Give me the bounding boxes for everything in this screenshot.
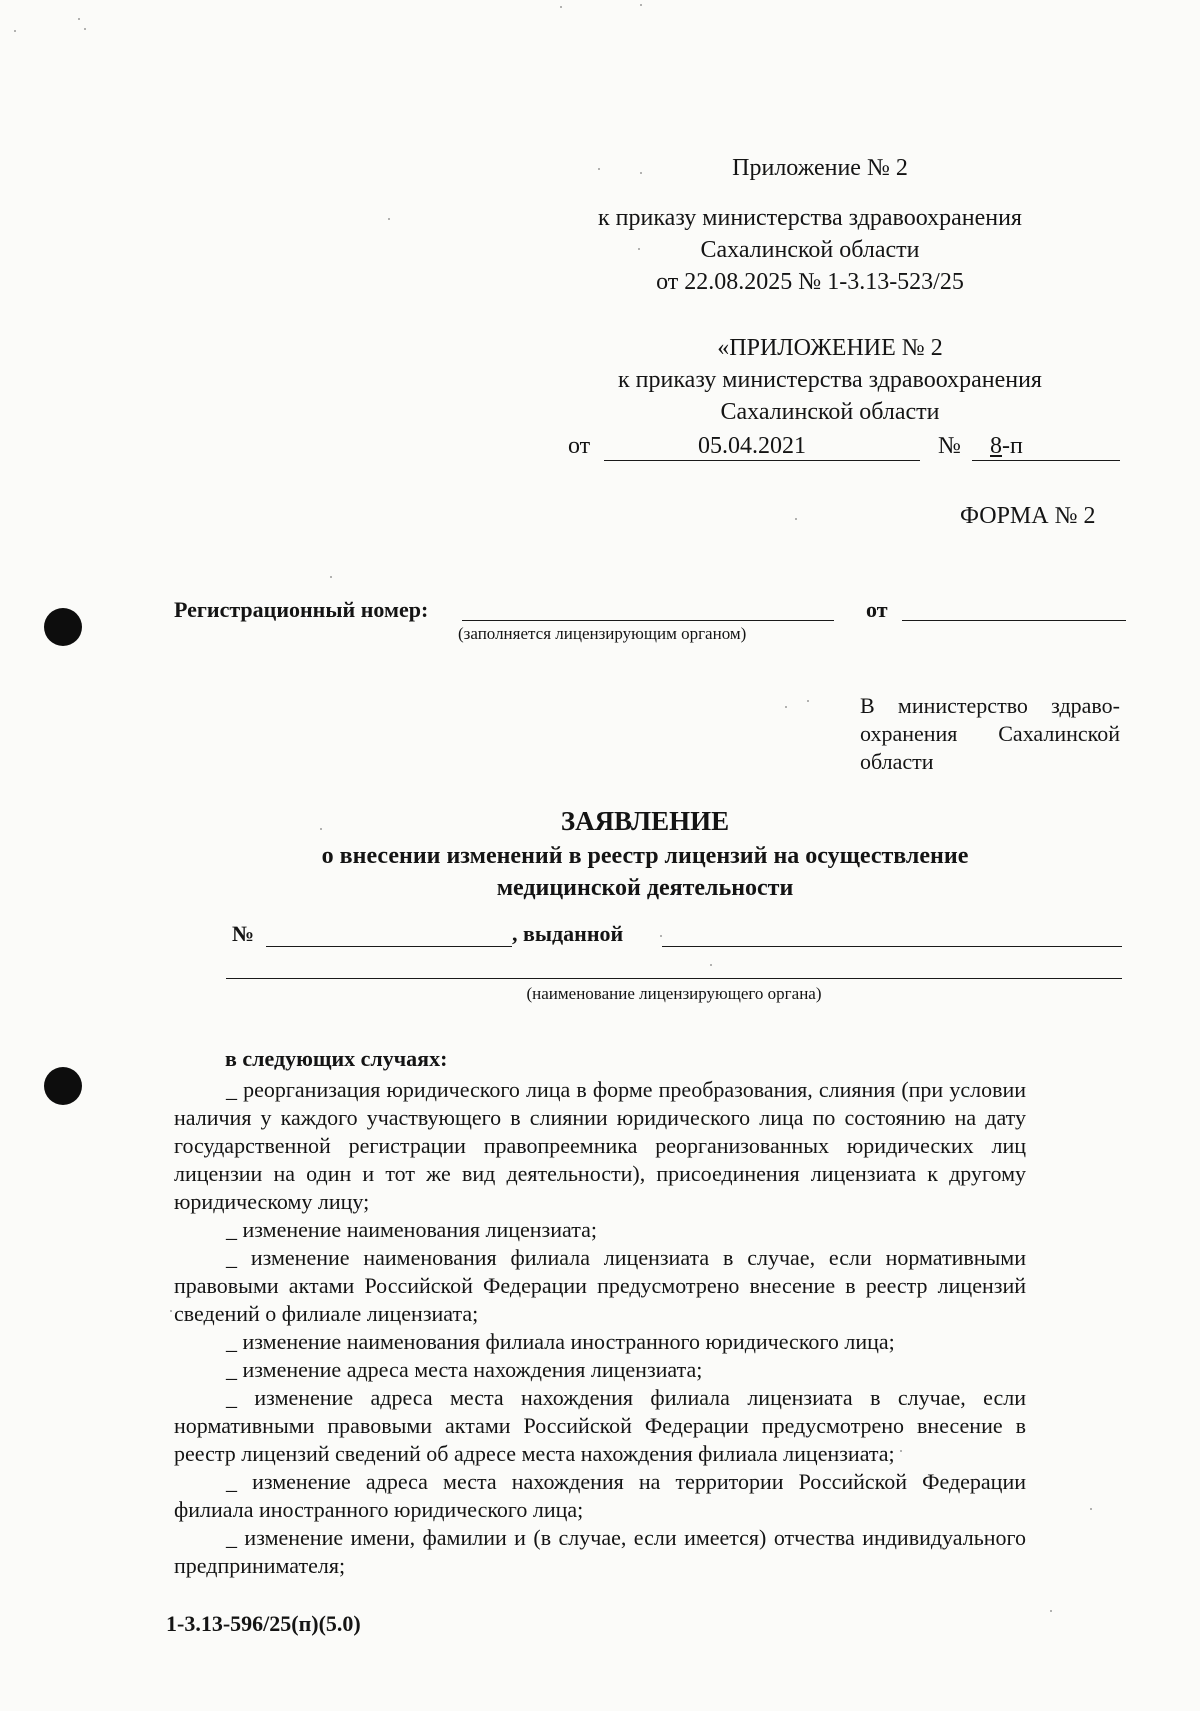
orig-number-value: 8-п [990, 433, 1023, 459]
license-issued-label: , выданной [512, 921, 624, 946]
document-subtitle-2: медицинской деятельности [496, 875, 794, 901]
punch-hole-bottom [44, 1067, 82, 1105]
addressee-line-2: охранения Сахалинской [860, 721, 1120, 746]
case-item[interactable]: _ изменение имени, фамилии и (в случае, если имеется) отчества индивидуального предпринимателя; [174, 1525, 1026, 1578]
license-authority-field-2[interactable] [226, 978, 1122, 979]
footer-document-code: 1-3.13-596/25(п)(5.0) [166, 1611, 361, 1636]
case-item[interactable]: _ изменение наименования филиала иностранного юридического лица; [226, 1329, 895, 1354]
orig-appendix-line-1: к приказу министерства здравоохранения [618, 367, 1042, 393]
registration-number-label: Регистрационный номер: [174, 597, 429, 622]
license-number-label: № [232, 921, 255, 946]
orig-number-label: № [938, 433, 961, 459]
case-item[interactable]: _ изменение адреса места нахождения лицензиата; [226, 1357, 703, 1382]
document-title: ЗАЯВЛЕНИЕ [560, 806, 730, 836]
orig-date-line [604, 460, 920, 461]
registration-date-field[interactable] [902, 620, 1126, 621]
registration-from-label: от [866, 597, 888, 622]
case-item[interactable]: _ изменение адреса места нахождения филиала лицензиата в случае, если нормативными правовыми актами Российской Федерации предусмотрено внесение в реестр лицензий сведений об адресе места нахождения филиала лицензиата; [174, 1385, 1026, 1466]
document-subtitle-1: о внесении изменений в реестр лицензий на осуществление [321, 843, 969, 869]
case-item[interactable]: _ изменение адреса места нахождения на территории Российской Федерации филиала иностранного юридического лица; [174, 1469, 1026, 1522]
orig-appendix-title: «ПРИЛОЖЕНИЕ № 2 [717, 335, 943, 361]
orig-number-line [972, 460, 1120, 461]
addressee-line-3: области [860, 749, 934, 774]
punch-hole-top [44, 608, 82, 646]
appendix-title: Приложение № 2 [732, 155, 908, 181]
appendix-line-1: к приказу министерства здравоохранения [598, 205, 1022, 231]
orig-date-value: 05.04.2021 [698, 433, 806, 459]
form-label: ФОРМА № 2 [960, 503, 1096, 529]
appendix-line-3: от 22.08.2025 № 1-3.13-523/25 [656, 269, 964, 295]
orig-from-label: от [568, 433, 591, 459]
license-authority-field[interactable] [662, 946, 1122, 947]
case-item[interactable]: _ реорганизация юридического лица в форме преобразования, слияния (при условии наличия у каждого участвующего в слиянии юридического лица по состоянию на дату государственной регистрации правопреемника реорганизованных юридических лиц лицензии на один и тот же вид деятельности), присоединения лицензиата к другому юридическому лицу; [174, 1077, 1026, 1214]
registration-number-field[interactable] [462, 620, 834, 621]
license-number-field[interactable] [266, 946, 512, 947]
license-authority-note: (наименование лицензирующего органа) [526, 984, 822, 1003]
case-item[interactable]: _ изменение наименования лицензиата; [226, 1217, 597, 1242]
registration-note: (заполняется лицензирующим органом) [458, 624, 747, 643]
addressee [860, 692, 1120, 776]
appendix-line-2: Сахалинской области [700, 237, 920, 263]
case-item[interactable]: _ изменение наименования филиала лицензиата в случае, если нормативными правовыми актами Российской Федерации предусмотрено внесение в реестр лицензий сведений о филиале лицензиата; [174, 1245, 1026, 1326]
cases-list [174, 1076, 1026, 1580]
orig-appendix-line-2: Сахалинской области [720, 399, 940, 425]
cases-heading: в следующих случаях: [225, 1046, 448, 1071]
addressee-line-1: В министерство здраво- [860, 693, 1120, 718]
